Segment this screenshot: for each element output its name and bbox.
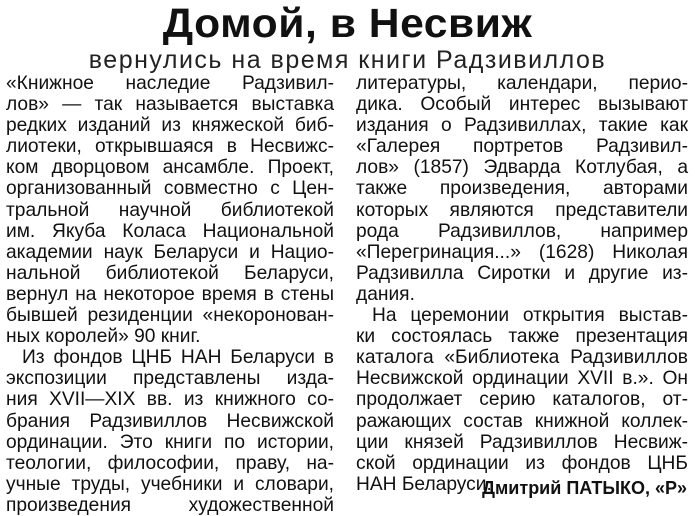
- text-line: нальной библиотекой Беларуси,: [6, 262, 334, 284]
- text-line: редких изданий из княжеской биб-: [6, 115, 334, 137]
- text-line: Из фондов ЦНБ НАН Беларуси в: [22, 347, 334, 369]
- text-line: тральной научной библиотекой: [6, 199, 334, 221]
- text-line: лиотеки, открывшаяся в Несвижс-: [6, 136, 334, 158]
- text-line: «Перегринация...» (1628) Николая: [356, 241, 688, 263]
- text-line: Радзивилла Сиротки и другие из-: [356, 262, 688, 284]
- text-line: которых являются представители: [356, 199, 688, 221]
- text-line: ных королей» 90 книг.: [6, 326, 201, 348]
- text-line: дика. Особый интерес вызывают: [356, 94, 688, 116]
- text-line: им. Якуба Коласа Национальной: [6, 220, 334, 242]
- text-line: продолжает серию каталогов, от-: [356, 389, 688, 411]
- text-line: организованный совместно с Цен-: [6, 178, 334, 200]
- text-line: ражающих состав книжной коллек-: [356, 410, 688, 432]
- text-line: вернул на некоторое время в стены: [6, 283, 334, 305]
- text-line: На церемонии открытия выстав-: [372, 305, 688, 327]
- text-line: экспозиции представлены изда-: [6, 368, 334, 390]
- text-line: рода Радзивиллов, например: [356, 220, 688, 242]
- article-headline: Домой, в Несвиж: [162, 0, 533, 46]
- text-line: академии наук Беларуси и Нацио-: [6, 241, 334, 263]
- text-line: также произведения, авторами: [356, 178, 688, 200]
- text-line: ской ординации из фондов ЦНБ: [356, 452, 688, 474]
- text-line: ки состоялась также презентация: [356, 326, 688, 348]
- text-line: учные труды, учебники и словари,: [6, 473, 334, 495]
- article-column-right: [356, 73, 688, 495]
- text-line: лов» — так называется выставка: [6, 94, 334, 116]
- text-line: Несвижской ординации XVII в.». Он: [356, 368, 688, 390]
- text-line: каталога «Библиотека Радзивиллов: [356, 347, 688, 369]
- article-subheadline: вернулись на время книги Радзивиллов: [88, 46, 607, 74]
- text-line: ния XVII—XIX вв. из книжного со-: [6, 389, 334, 411]
- text-line: ком дворцовом ансамбле. Проект,: [6, 157, 334, 179]
- article-column-left: [6, 73, 334, 516]
- text-line: теологии, философии, праву, на-: [6, 452, 334, 474]
- text-line: брания Радзивиллов Несвижской: [6, 410, 334, 432]
- text-line: литературы, календари, перио-: [356, 73, 688, 94]
- text-line: ции князей Радзивиллов Несвиж-: [356, 431, 688, 453]
- text-line: бывшей резиденции «некоронован-: [6, 305, 334, 327]
- article-byline: Дмитрий ПАТЫКО, «Р»: [482, 478, 687, 498]
- text-line: «Галерея портретов Радзивил-: [356, 136, 688, 158]
- text-line: «Книжное наследие Радзивил-: [6, 73, 334, 94]
- text-line: издания о Радзивиллах, такие как: [356, 115, 688, 137]
- text-line: ординации. Это книги по истории,: [6, 431, 334, 453]
- text-line: дания.: [356, 283, 415, 305]
- text-line: НАН Беларуси.: [356, 473, 492, 495]
- text-line: произведения художественной: [6, 494, 334, 516]
- text-line: лов» (1857) Эдварда Котлубая, а: [356, 157, 688, 179]
